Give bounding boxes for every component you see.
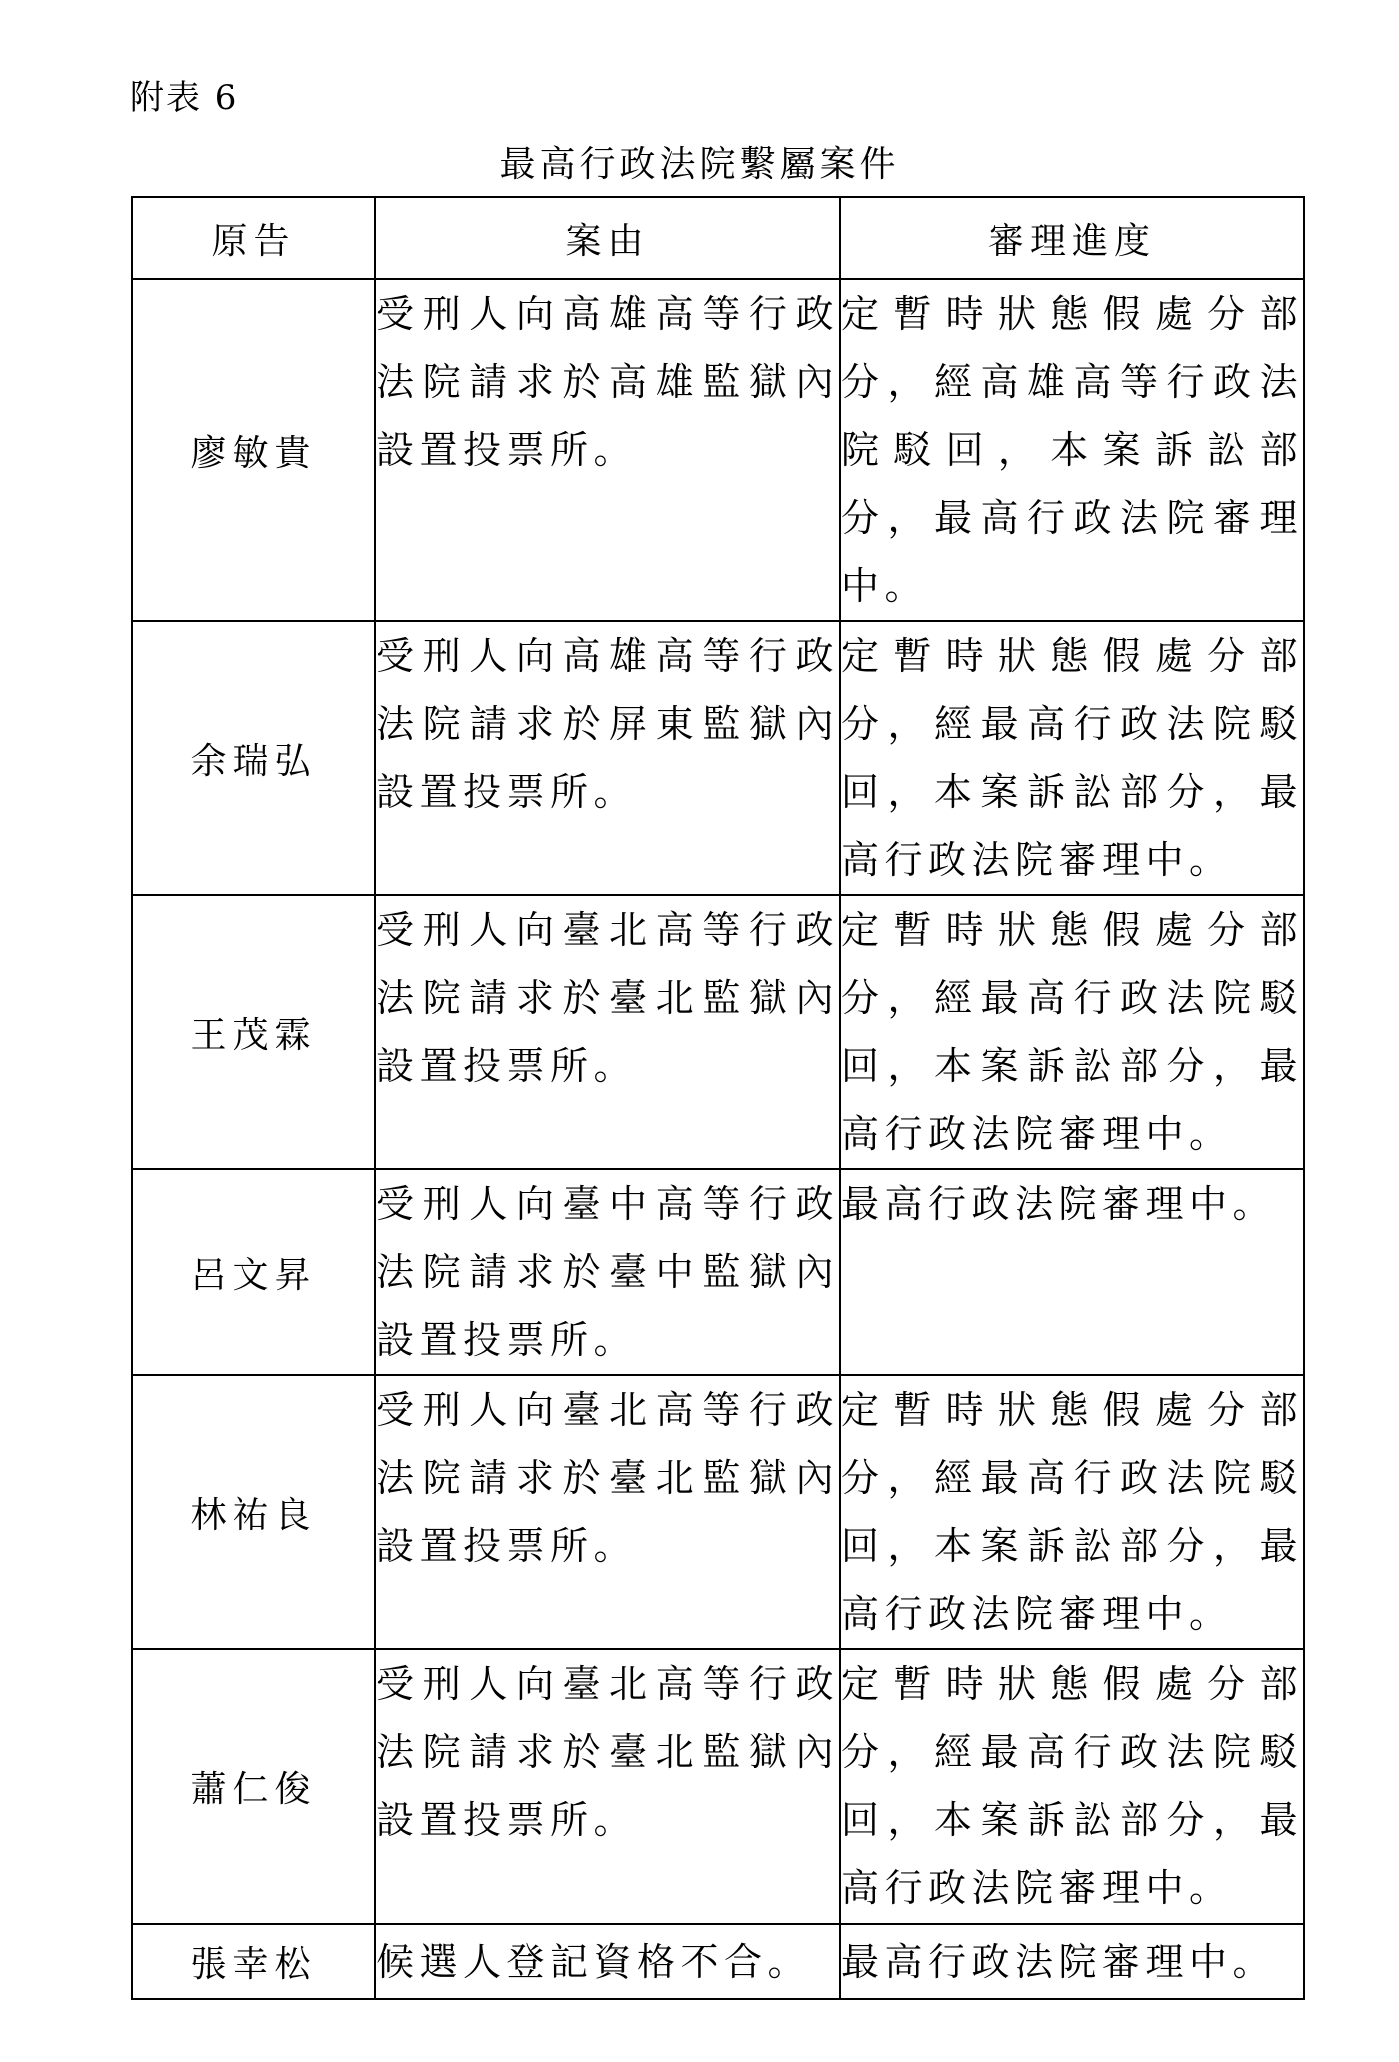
progress-cell: 定暫時狀態假處分部分，經最高行政法院駁回，本案訴訟部分，最高行政法院審理中。 bbox=[840, 895, 1304, 1169]
plaintiff-cell: 廖敏貴 bbox=[132, 279, 375, 621]
cases-table bbox=[131, 196, 1305, 2000]
table-row bbox=[132, 1649, 1304, 1924]
table-row bbox=[132, 1924, 1304, 1999]
document-title: 最高行政法院繫屬案件 bbox=[499, 144, 900, 185]
table-row bbox=[132, 621, 1304, 895]
header-plaintiff: 原告 bbox=[132, 197, 375, 279]
header-row bbox=[132, 197, 1304, 279]
header-reason: 案由 bbox=[375, 197, 840, 279]
table-row bbox=[132, 279, 1304, 621]
reason-cell: 候選人登記資格不合。 bbox=[375, 1924, 840, 1999]
reason-cell: 受刑人向臺北高等行政法院請求於臺北監獄內設置投票所。 bbox=[375, 1375, 840, 1649]
progress-cell: 定暫時狀態假處分部分，經最高行政法院駁回，本案訴訟部分，最高行政法院審理中。 bbox=[840, 1649, 1304, 1924]
plaintiff-cell: 張幸松 bbox=[132, 1924, 375, 1999]
plaintiff-cell: 林祐良 bbox=[132, 1375, 375, 1649]
reason-cell: 受刑人向臺北高等行政法院請求於臺北監獄內設置投票所。 bbox=[375, 895, 840, 1169]
reason-cell: 受刑人向高雄高等行政法院請求於屏東監獄內設置投票所。 bbox=[375, 621, 840, 895]
reason-cell: 受刑人向臺中高等行政法院請求於臺中監獄內設置投票所。 bbox=[375, 1169, 840, 1375]
table-row bbox=[132, 1375, 1304, 1649]
plaintiff-cell: 呂文昇 bbox=[132, 1169, 375, 1375]
progress-cell: 最高行政法院審理中。 bbox=[840, 1169, 1304, 1375]
table-row bbox=[132, 895, 1304, 1169]
reason-cell: 受刑人向高雄高等行政法院請求於高雄監獄內設置投票所。 bbox=[375, 279, 840, 621]
plaintiff-cell: 蕭仁俊 bbox=[132, 1649, 375, 1924]
progress-cell: 定暫時狀態假處分部分，經高雄高等行政法院駁回，本案訴訟部分，最高行政法院審理中。 bbox=[840, 279, 1304, 621]
plaintiff-cell: 王茂霖 bbox=[132, 895, 375, 1169]
reason-cell: 受刑人向臺北高等行政法院請求於臺北監獄內設置投票所。 bbox=[375, 1649, 840, 1924]
progress-cell: 定暫時狀態假處分部分，經最高行政法院駁回，本案訴訟部分，最高行政法院審理中。 bbox=[840, 1375, 1304, 1649]
table-row bbox=[132, 1169, 1304, 1375]
plaintiff-cell: 余瑞弘 bbox=[132, 621, 375, 895]
progress-cell: 最高行政法院審理中。 bbox=[840, 1924, 1304, 1999]
progress-cell: 定暫時狀態假處分部分，經最高行政法院駁回，本案訴訟部分，最高行政法院審理中。 bbox=[840, 621, 1304, 895]
appendix-label: 附表 6 bbox=[130, 78, 239, 118]
header-progress: 審理進度 bbox=[840, 197, 1304, 279]
